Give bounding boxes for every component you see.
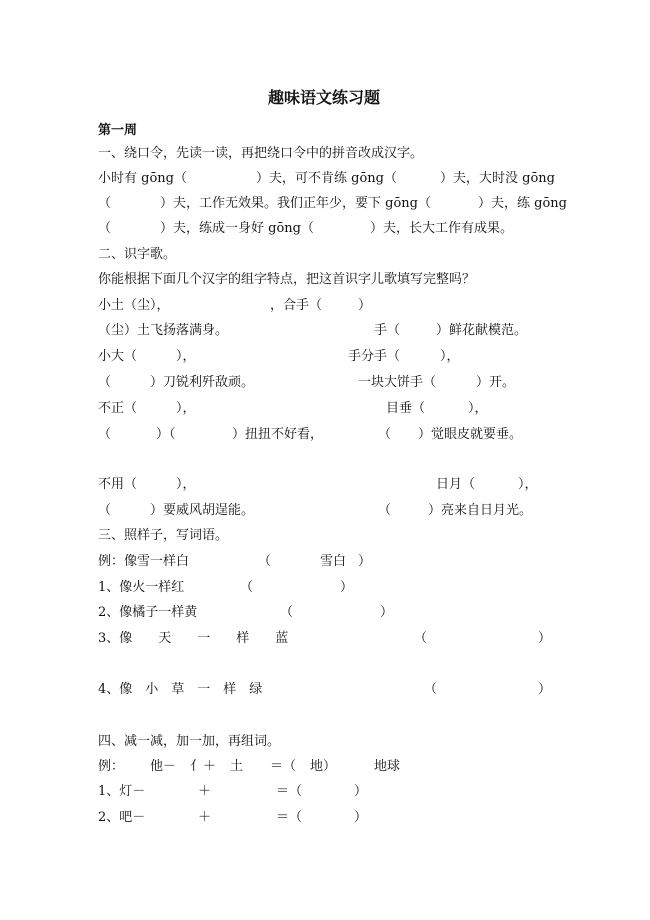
s2-row5-c: 目垂（ bbox=[386, 401, 426, 416]
s4-example-a: 例： bbox=[98, 759, 125, 774]
s1-line3-a: （ bbox=[98, 221, 112, 236]
s3-example-a: 例：像雪一样白 bbox=[98, 554, 190, 569]
s2-row5-a: 不正（ bbox=[98, 401, 138, 416]
s1-line2-c: ）夫，练 gōng bbox=[478, 196, 567, 211]
s1-line1-a: 小时有 gōng（ bbox=[98, 171, 187, 186]
s2-row4-c: 一块大饼手（ bbox=[358, 375, 437, 390]
s3-item4-open: （ bbox=[424, 682, 438, 697]
s4-example-d: 土 bbox=[230, 759, 244, 774]
section-2-intro: 你能根据下面几个汉字的组字特点，把这首识字儿歌填写完整吗？ bbox=[98, 272, 476, 287]
s3-item2: 2、像橘子一样黄 bbox=[98, 605, 198, 620]
s1-line1-b: ）夫，可不肯练 gōng（ bbox=[256, 171, 397, 186]
s2-row7-a: 不用（ bbox=[98, 477, 138, 492]
s2-row1-a: 小土（尘）， bbox=[98, 298, 170, 313]
s4-example-c: 亻＋ bbox=[190, 759, 217, 774]
week-label: 第一周 bbox=[98, 123, 138, 138]
s3-item4-close: ） bbox=[538, 682, 552, 697]
s2-row4-b: ）刀锐利歼敌顽。 bbox=[150, 375, 255, 390]
s4-example-g: 地球 bbox=[374, 759, 401, 774]
s2-row2-b: 手（ bbox=[374, 323, 401, 338]
section-4-heading: 四、减一减，加一加，再组词。 bbox=[98, 734, 281, 749]
s3-example-c: 雪白 bbox=[320, 554, 347, 569]
s4-example-f: 地） bbox=[310, 759, 337, 774]
s2-row7-d: ）， bbox=[518, 477, 538, 492]
s4-item2-b: ＋ bbox=[198, 810, 212, 825]
s2-row6-c: ）扭扭不好看， bbox=[232, 427, 324, 442]
section-1-heading: 一、绕口令，先读一读，再把绕口令中的拼音改成汉字。 bbox=[98, 146, 424, 161]
s1-line3-b: ）夫，练成一身好 gōng（ bbox=[160, 221, 314, 236]
s4-example-b: 他－ bbox=[150, 759, 177, 774]
s2-row5-d: ）， bbox=[468, 401, 488, 416]
s2-row4-d: ）开。 bbox=[476, 375, 516, 390]
s1-line3-c: ）夫，长大工作有成果。 bbox=[370, 221, 514, 236]
s3-example-b: （ bbox=[258, 554, 272, 569]
doc-title: 趣味语文练习题 bbox=[268, 88, 381, 107]
s4-item1-b: ＋ bbox=[198, 784, 212, 799]
s2-row4-a: （ bbox=[98, 375, 112, 390]
s2-row6-a: （ bbox=[98, 427, 112, 442]
s3-item4: 4、像 小 草 一 样 绿 bbox=[98, 682, 263, 697]
s4-item1-a: 1、灯－ bbox=[98, 784, 146, 799]
s2-row6-e: ）觉眼皮就要垂。 bbox=[418, 427, 523, 442]
s2-row3-a: 小大（ bbox=[98, 349, 138, 364]
s4-example-e: ＝（ bbox=[270, 759, 297, 774]
s2-row3-b: ）， bbox=[176, 349, 196, 364]
s3-item2-close: ） bbox=[380, 605, 394, 620]
section-2-heading: 二、识字歌。 bbox=[98, 247, 177, 262]
s2-row8-d: ）亮来自日月光。 bbox=[428, 503, 533, 518]
s2-row7-c: 日月（ bbox=[436, 477, 476, 492]
s2-row3-c: 手分手（ bbox=[348, 349, 401, 364]
s2-row8-a: （ bbox=[98, 503, 112, 518]
s4-item2-a: 2、吧－ bbox=[98, 810, 146, 825]
s4-item1-d: ） bbox=[354, 784, 368, 799]
s3-item3-close: ） bbox=[538, 631, 552, 646]
s2-row2-a: （尘）土飞扬落满身。 bbox=[98, 323, 229, 338]
s1-line2-a: （ bbox=[98, 196, 112, 211]
s2-row7-b: ）， bbox=[176, 477, 196, 492]
s4-item2-d: ） bbox=[354, 810, 368, 825]
s2-row2-c: ）鲜花献模范。 bbox=[436, 323, 528, 338]
s1-line1-c: ）夫，大时没 gōng bbox=[440, 171, 555, 186]
s2-row6-d: （ bbox=[378, 427, 392, 442]
s3-item3-open: （ bbox=[414, 631, 428, 646]
s2-row6-b: ）（ bbox=[156, 427, 176, 442]
s3-item2-open: （ bbox=[280, 605, 294, 620]
s2-row1-b: ，合手（ bbox=[270, 298, 323, 313]
s3-item1-open: （ bbox=[240, 580, 254, 595]
s2-row1-c: ） bbox=[358, 298, 372, 313]
s2-row8-c: （ bbox=[378, 503, 392, 518]
s4-item2-c: ＝（ bbox=[276, 810, 303, 825]
s2-row8-b: ）要威风胡逞能。 bbox=[150, 503, 255, 518]
s1-line2-b: ）夫，工作无效果。我们正年少，要下 gōng（ bbox=[160, 196, 431, 211]
s2-row5-b: ）， bbox=[176, 401, 196, 416]
s3-item1-close: ） bbox=[340, 580, 354, 595]
s4-item1-c: ＝（ bbox=[276, 784, 303, 799]
s3-item1: 1、像火一样红 bbox=[98, 580, 185, 595]
section-3-heading: 三、照样子，写词语。 bbox=[98, 528, 229, 543]
s2-row3-d: ）， bbox=[440, 349, 460, 364]
s3-example-d: ） bbox=[358, 554, 372, 569]
s3-item3: 3、像 天 一 样 蓝 bbox=[98, 631, 289, 646]
